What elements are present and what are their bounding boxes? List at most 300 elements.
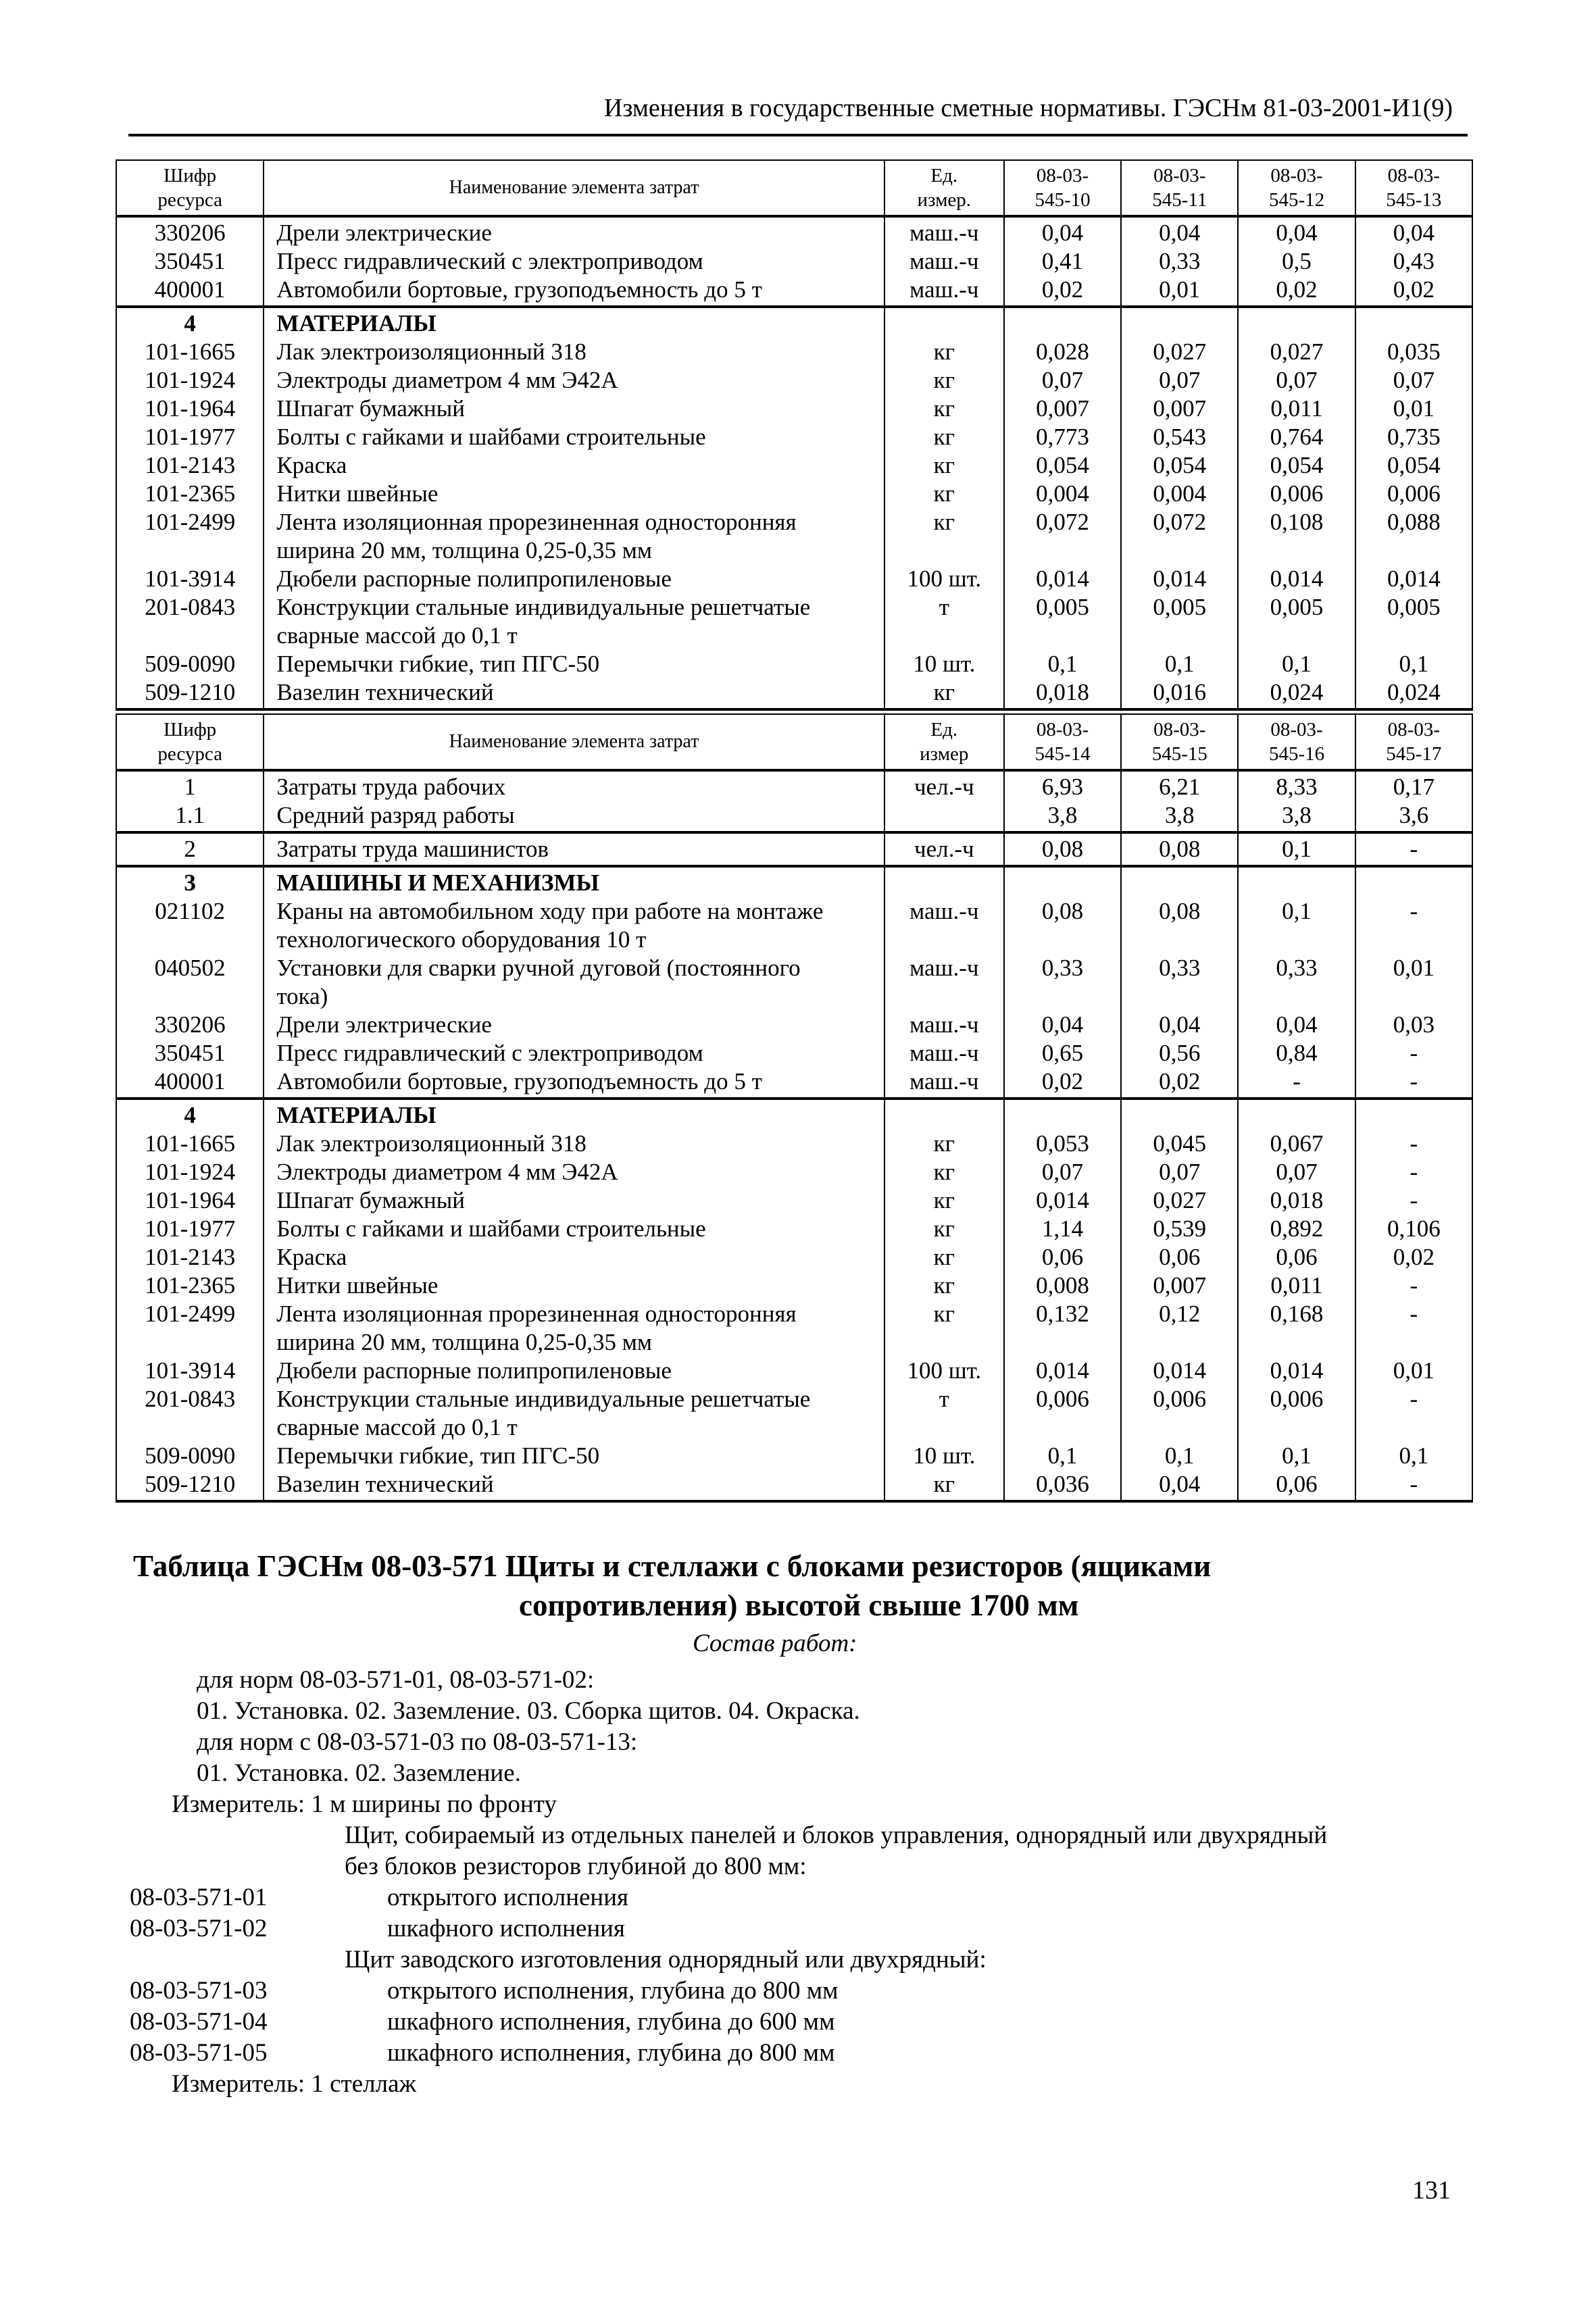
unit-of-measure: маш.-ч [884,216,1004,247]
norm-value: 0,04 [1004,1011,1121,1039]
norm-value [1355,866,1472,897]
norm-value: 0,02 [1004,1067,1121,1099]
column-header-name: Наименование элемента затрат [264,160,884,216]
norm-value: 0,006 [1004,1385,1121,1442]
norm-value: 0,1 [1355,650,1472,678]
norm-value: 0,04 [1238,1011,1355,1039]
norm-value: 0,04 [1004,216,1121,247]
table-row [116,1215,1472,1243]
norm-value: - [1355,897,1472,954]
resource-code: 101-1924 [116,366,264,395]
unit-of-measure: 10 шт. [884,650,1004,678]
norm-value: 0,1 [1238,832,1355,866]
norm-value: 0,024 [1355,678,1472,709]
norm-value: 0,011 [1238,1272,1355,1300]
norm-value: 0,1 [1004,1442,1121,1470]
work-line: для норм 08-03-571-01, 08-03-571-02: [197,1666,595,1694]
norm-value: 0,016 [1121,678,1238,709]
resource-code: 101-3914 [116,1357,264,1385]
resource-name: Пресс гидравлический с электроприводом [264,1039,884,1067]
norm-value: 0,1 [1121,650,1238,678]
resource-name: Лента изоляционная прорезиненная односторонняя ширина 20 мм, толщина 0,25-0,35 мм [264,508,884,565]
norm-value: 0,02 [1121,1067,1238,1099]
norm-value: 0,053 [1004,1130,1121,1158]
resource-code: 201-0843 [116,593,264,650]
norm-value: 0,014 [1004,565,1121,593]
header-rule [128,134,1468,136]
resource-name: Болты с гайками и шайбами строительные [264,423,884,451]
norm-value: - [1355,1039,1472,1067]
resource-code: 1 [116,770,264,801]
norm-description: шкафного исполнения, глубина до 600 мм [387,2008,835,2036]
work-composition-heading: Состав работ: [693,1630,857,1657]
section-title-line2: сопротивления) высотой свыше 1700 мм [519,1588,1079,1622]
norm-value: 0,41 [1004,247,1121,276]
resource-code: 4 [116,1099,264,1130]
table-row [116,593,1472,650]
resource-table-545-14-17 [116,713,1473,1503]
unit-of-measure: маш.-ч [884,1039,1004,1067]
norm-value: 0,5 [1238,247,1355,276]
resource-code: 101-1665 [116,1130,264,1158]
unit-of-measure: кг [884,1272,1004,1300]
table-row [116,1272,1472,1300]
norm-value: 0,1 [1355,1442,1472,1470]
resource-name: Дрели электрические [264,1011,884,1039]
norm-value: 0,02 [1238,276,1355,307]
column-header-value: 08-03- 545-10 [1004,160,1121,216]
resource-name: Затраты труда рабочих [264,770,884,801]
norm-value: 0,014 [1004,1357,1121,1385]
table-row [116,480,1472,508]
table-row [116,770,1472,801]
norm-value: 0,02 [1004,276,1121,307]
resource-name: Шпагат бумажный [264,1186,884,1215]
norm-value: 0,1 [1121,1442,1238,1470]
norm-value: - [1238,1067,1355,1099]
resource-code: 101-2143 [116,1243,264,1272]
table-row [116,897,1472,954]
resource-code: 330206 [116,216,264,247]
resource-name: Установки для сварки ручной дуговой (постоянного тока) [264,954,884,1011]
resource-code: 101-2143 [116,451,264,480]
norm-value: 0,014 [1238,565,1355,593]
resource-code: 400001 [116,276,264,307]
norm-value: 0,004 [1004,480,1121,508]
norm-value: 0,006 [1238,480,1355,508]
unit-of-measure: кг [884,1186,1004,1215]
unit-of-measure: кг [884,338,1004,366]
resource-code: 101-1924 [116,1158,264,1186]
resource-name: Электроды диаметром 4 мм Э42А [264,366,884,395]
unit-of-measure: маш.-ч [884,954,1004,1011]
table-row [116,1186,1472,1215]
table-row [116,1300,1472,1357]
norm-value: 3,6 [1355,801,1472,832]
unit-of-measure: кг [884,1215,1004,1243]
unit-of-measure [884,866,1004,897]
norm-description: открытого исполнения, глубина до 800 мм [387,1977,839,2005]
column-header-unit: Ед. измер. [884,160,1004,216]
unit-of-measure: 10 шт. [884,1442,1004,1470]
resource-code: 330206 [116,1011,264,1039]
norm-value [1121,1099,1238,1130]
table-row [116,508,1472,565]
table-row [116,650,1472,678]
norm-value: 0,024 [1238,678,1355,709]
unit-of-measure [884,1099,1004,1130]
resource-code: 101-1977 [116,423,264,451]
work-line: 01. Установка. 02. Заземление. 03. Сборка щитов. 04. Окраска. [197,1697,860,1725]
resource-code: 101-1665 [116,338,264,366]
resource-name: Лак электроизоляционный 318 [264,338,884,366]
table-row [116,1442,1472,1470]
norm-value: 0,1 [1238,650,1355,678]
norm-value [1355,1099,1472,1130]
table-row [116,276,1472,307]
norm-value: 0,01 [1121,276,1238,307]
norm-value: 0,03 [1355,1011,1472,1039]
resource-name: МАШИНЫ И МЕХАНИЗМЫ [264,866,884,897]
norm-value: 0,06 [1238,1470,1355,1501]
table-row [116,954,1472,1011]
resource-name: Конструкции стальные индивидуальные решетчатые сварные массой до 0,1 т [264,1385,884,1442]
norm-value: 0,43 [1355,247,1472,276]
norm-value: 0,054 [1004,451,1121,480]
header-row [116,160,1472,216]
resource-group [116,1099,1472,1501]
norm-value: 0,04 [1121,216,1238,247]
unit-of-measure: маш.-ч [884,247,1004,276]
resource-name: Шпагат бумажный [264,395,884,423]
norm-value: 0,04 [1121,1470,1238,1501]
resource-code: 101-3914 [116,565,264,593]
norm-code: 08-03-571-02 [130,1915,268,1942]
page-number: 131 [1412,2176,1451,2205]
norm-value: 0,06 [1121,1243,1238,1272]
resource-code: 350451 [116,247,264,276]
resource-code: 2 [116,832,264,866]
resource-group [116,770,1472,832]
resource-table-545-10-13 [116,159,1473,711]
resource-name: Перемычки гибкие, тип ПГС-50 [264,650,884,678]
norm-value [1004,1099,1121,1130]
norm-value: 0,008 [1004,1272,1121,1300]
norm-code: 08-03-571-05 [130,2039,268,2067]
norm-value: 0,12 [1121,1300,1238,1357]
section-heading-row [116,866,1472,897]
unit-of-measure: кг [884,1158,1004,1186]
norm-value: 0,088 [1355,508,1472,565]
norm-value: 0,027 [1121,1186,1238,1215]
unit-of-measure: т [884,1385,1004,1442]
norm-value: 0,168 [1238,1300,1355,1357]
norm-description: шкафного исполнения [387,1915,625,1942]
unit-of-measure: маш.-ч [884,897,1004,954]
norm-value: 0,036 [1004,1470,1121,1501]
table-row [116,1158,1472,1186]
table-row [116,801,1472,832]
norm-value: 0,028 [1004,338,1121,366]
norm-value: 0,108 [1238,508,1355,565]
norm-value: 0,018 [1238,1186,1355,1215]
norm-value: 6,21 [1121,770,1238,801]
resource-name: Краска [264,451,884,480]
resource-code: 101-2499 [116,1300,264,1357]
resource-name: Затраты труда машинистов [264,832,884,866]
norm-value: 0,072 [1121,508,1238,565]
norm-code: 08-03-571-01 [130,1884,268,1911]
table-row [116,1385,1472,1442]
norm-value [1238,307,1355,338]
norm-value: 0,08 [1004,897,1121,954]
table-row [116,423,1472,451]
norm-value: 0,773 [1004,423,1121,451]
section-heading-row [116,307,1472,338]
meter-line: Измеритель: 1 стеллаж [172,2070,417,2098]
norm-value: 0,014 [1238,1357,1355,1385]
unit-of-measure: кг [884,366,1004,395]
resource-name: Конструкции стальные индивидуальные решетчатые сварные массой до 0,1 т [264,593,884,650]
norm-value: 0,33 [1121,247,1238,276]
resource-code: 021102 [116,897,264,954]
norm-value: 0,08 [1121,897,1238,954]
unit-of-measure: кг [884,1300,1004,1357]
norm-value: 1,14 [1004,1215,1121,1243]
resource-name: Дрели электрические [264,216,884,247]
resource-code: 1.1 [116,801,264,832]
table-row [116,366,1472,395]
norm-value [1004,307,1121,338]
norm-value: - [1355,1067,1472,1099]
column-header-code: Шифр ресурса [116,714,264,770]
norm-value: 0,892 [1238,1215,1355,1243]
norm-value: 0,33 [1121,954,1238,1011]
norm-description: шкафного исполнения, глубина до 800 мм [387,2039,835,2067]
meter-line: Измеритель: 1 м ширины по фронту [172,1790,557,1818]
norm-value: 0,014 [1121,1357,1238,1385]
norm-value: 3,8 [1004,801,1121,832]
norm-value: 0,004 [1121,480,1238,508]
norm-value: 0,067 [1238,1130,1355,1158]
norm-value [1121,866,1238,897]
unit-of-measure: маш.-ч [884,276,1004,307]
norm-value: 0,735 [1355,423,1472,451]
resource-name: Средний разряд работы [264,801,884,832]
resource-code: 509-1210 [116,1470,264,1501]
norm-value: 0,07 [1121,1158,1238,1186]
header-row [116,714,1472,770]
norm-value: 0,01 [1355,954,1472,1011]
norm-value: 0,33 [1004,954,1121,1011]
norm-value: 0,08 [1004,832,1121,866]
norm-value: 0,014 [1355,565,1472,593]
unit-of-measure: т [884,593,1004,650]
norm-value: 0,1 [1238,1442,1355,1470]
unit-of-measure: кг [884,1243,1004,1272]
norm-value: 0,011 [1238,395,1355,423]
table-row [116,1067,1472,1099]
table-row [116,247,1472,276]
section-heading-row [116,1099,1472,1130]
norm-value: 8,33 [1238,770,1355,801]
resource-name: Краны на автомобильном ходу при работе на монтаже технологического оборудования 10 т [264,897,884,954]
unit-of-measure: маш.-ч [884,1011,1004,1039]
resource-code: 400001 [116,1067,264,1099]
resource-name: Краска [264,1243,884,1272]
unit-of-measure: чел.-ч [884,832,1004,866]
resource-code: 509-1210 [116,678,264,709]
norm-value: 0,005 [1238,593,1355,650]
table-row [116,832,1472,866]
unit-of-measure: кг [884,395,1004,423]
unit-of-measure: чел.-ч [884,770,1004,801]
unit-of-measure: кг [884,678,1004,709]
column-header-value: 08-03- 545-16 [1238,714,1355,770]
norm-value: - [1355,1385,1472,1442]
table-row [116,1243,1472,1272]
norm-value: 0,106 [1355,1215,1472,1243]
norm-value: 0,07 [1121,366,1238,395]
norm-value: 0,014 [1121,565,1238,593]
column-header-value: 08-03- 545-15 [1121,714,1238,770]
norm-value: 0,65 [1004,1039,1121,1067]
resource-group [116,866,1472,1099]
norm-value: 0,07 [1004,1158,1121,1186]
table-row [116,1039,1472,1067]
norm-value: 0,539 [1121,1215,1238,1243]
column-header-unit: Ед. измер [884,714,1004,770]
norm-value [1004,866,1121,897]
norm-value: - [1355,1158,1472,1186]
resource-name: МАТЕРИАЛЫ [264,1099,884,1130]
resource-code: 101-1964 [116,1186,264,1215]
resource-name: Автомобили бортовые, грузоподъемность до 5 т [264,276,884,307]
resource-name: Вазелин технический [264,678,884,709]
norm-value: 0,045 [1121,1130,1238,1158]
column-header-value: 08-03- 545-11 [1121,160,1238,216]
norm-value [1121,307,1238,338]
norm-value: 0,1 [1238,897,1355,954]
norm-description: открытого исполнения [387,1884,629,1911]
norm-value: - [1355,1470,1472,1501]
norm-value: 0,543 [1121,423,1238,451]
norm-value: - [1355,1130,1472,1158]
unit-of-measure: кг [884,451,1004,480]
column-header-value: 08-03- 545-14 [1004,714,1121,770]
column-header-name: Наименование элемента затрат [264,714,884,770]
resource-code: 101-2365 [116,480,264,508]
norm-value: 0,005 [1004,593,1121,650]
resource-code: 101-1977 [116,1215,264,1243]
table-row [116,678,1472,709]
norm-value: 0,33 [1238,954,1355,1011]
norm-value: 0,007 [1004,395,1121,423]
norm-value: 0,01 [1355,395,1472,423]
resource-code: 101-2365 [116,1272,264,1300]
norm-value: 0,06 [1238,1243,1355,1272]
norm-value: 0,054 [1355,451,1472,480]
norm-value: 0,005 [1121,593,1238,650]
norm-value: 0,07 [1238,366,1355,395]
norm-value: 0,027 [1121,338,1238,366]
resource-code: 040502 [116,954,264,1011]
norm-value: 0,006 [1238,1385,1355,1442]
resource-group [116,832,1472,866]
unit-of-measure: кг [884,480,1004,508]
section-title-line1: Таблица ГЭСНм 08-03-571 Щиты и стеллажи с блоками резисторов (ящиками [133,1549,1212,1583]
norm-value: 3,8 [1121,801,1238,832]
norm-value: 0,035 [1355,338,1472,366]
resource-group [116,216,1472,307]
norm-value: - [1355,1300,1472,1357]
resource-name: Лак электроизоляционный 318 [264,1130,884,1158]
norm-value: 0,007 [1121,395,1238,423]
group-heading: Щит, собираемый из отдельных панелей и блоков управления, однорядный или двухрядный [345,1821,1328,1849]
norm-value: 0,56 [1121,1039,1238,1067]
norm-value: 0,006 [1355,480,1472,508]
table-row [116,451,1472,480]
norm-value [1238,1099,1355,1130]
group-heading: без блоков резисторов глубиной до 800 мм: [345,1853,807,1880]
norm-value: 0,764 [1238,423,1355,451]
resource-name: Дюбели распорные полипропиленовые [264,565,884,593]
norm-value: - [1355,1186,1472,1215]
norm-value: 0,054 [1121,451,1238,480]
norm-value: 0,04 [1121,1011,1238,1039]
unit-of-measure: кг [884,1130,1004,1158]
table-row [116,1130,1472,1158]
resource-name: Лента изоляционная прорезиненная односторонняя ширина 20 мм, толщина 0,25-0,35 мм [264,1300,884,1357]
norm-value: 0,007 [1121,1272,1238,1300]
norm-value: 0,006 [1121,1385,1238,1442]
norm-value: 0,06 [1004,1243,1121,1272]
resource-name: Вазелин технический [264,1470,884,1501]
resource-code: 101-1964 [116,395,264,423]
norm-value: 0,018 [1004,678,1121,709]
column-header-value: 08-03- 545-17 [1355,714,1472,770]
work-line: 01. Установка. 02. Заземление. [197,1759,521,1787]
work-line: для норм с 08-03-571-03 по 08-03-571-13: [197,1728,638,1756]
resource-name: МАТЕРИАЛЫ [264,307,884,338]
norm-value: 0,132 [1004,1300,1121,1357]
norm-value: 0,07 [1238,1158,1355,1186]
resource-name: Электроды диаметром 4 мм Э42А [264,1158,884,1186]
table-row [116,1011,1472,1039]
norm-value: - [1355,832,1472,866]
resource-name: Автомобили бортовые, грузоподъемность до 5 т [264,1067,884,1099]
norm-value: 0,027 [1238,338,1355,366]
norm-value: 0,17 [1355,770,1472,801]
norm-value: 0,04 [1355,216,1472,247]
norm-code: 08-03-571-03 [130,1977,268,2005]
column-header-code: Шифр ресурса [116,160,264,216]
table-row [116,565,1472,593]
resource-name: Нитки швейные [264,1272,884,1300]
norm-value: 0,01 [1355,1357,1472,1385]
norm-value: 0,07 [1004,366,1121,395]
column-header-value: 08-03- 545-13 [1355,160,1472,216]
norm-value: 0,04 [1238,216,1355,247]
resource-name: Дюбели распорные полипропиленовые [264,1357,884,1385]
table-row [116,338,1472,366]
unit-of-measure [884,801,1004,832]
norm-value: 0,84 [1238,1039,1355,1067]
unit-of-measure: кг [884,423,1004,451]
norm-value: 0,014 [1004,1186,1121,1215]
resource-code: 201-0843 [116,1385,264,1442]
norm-value [1238,866,1355,897]
